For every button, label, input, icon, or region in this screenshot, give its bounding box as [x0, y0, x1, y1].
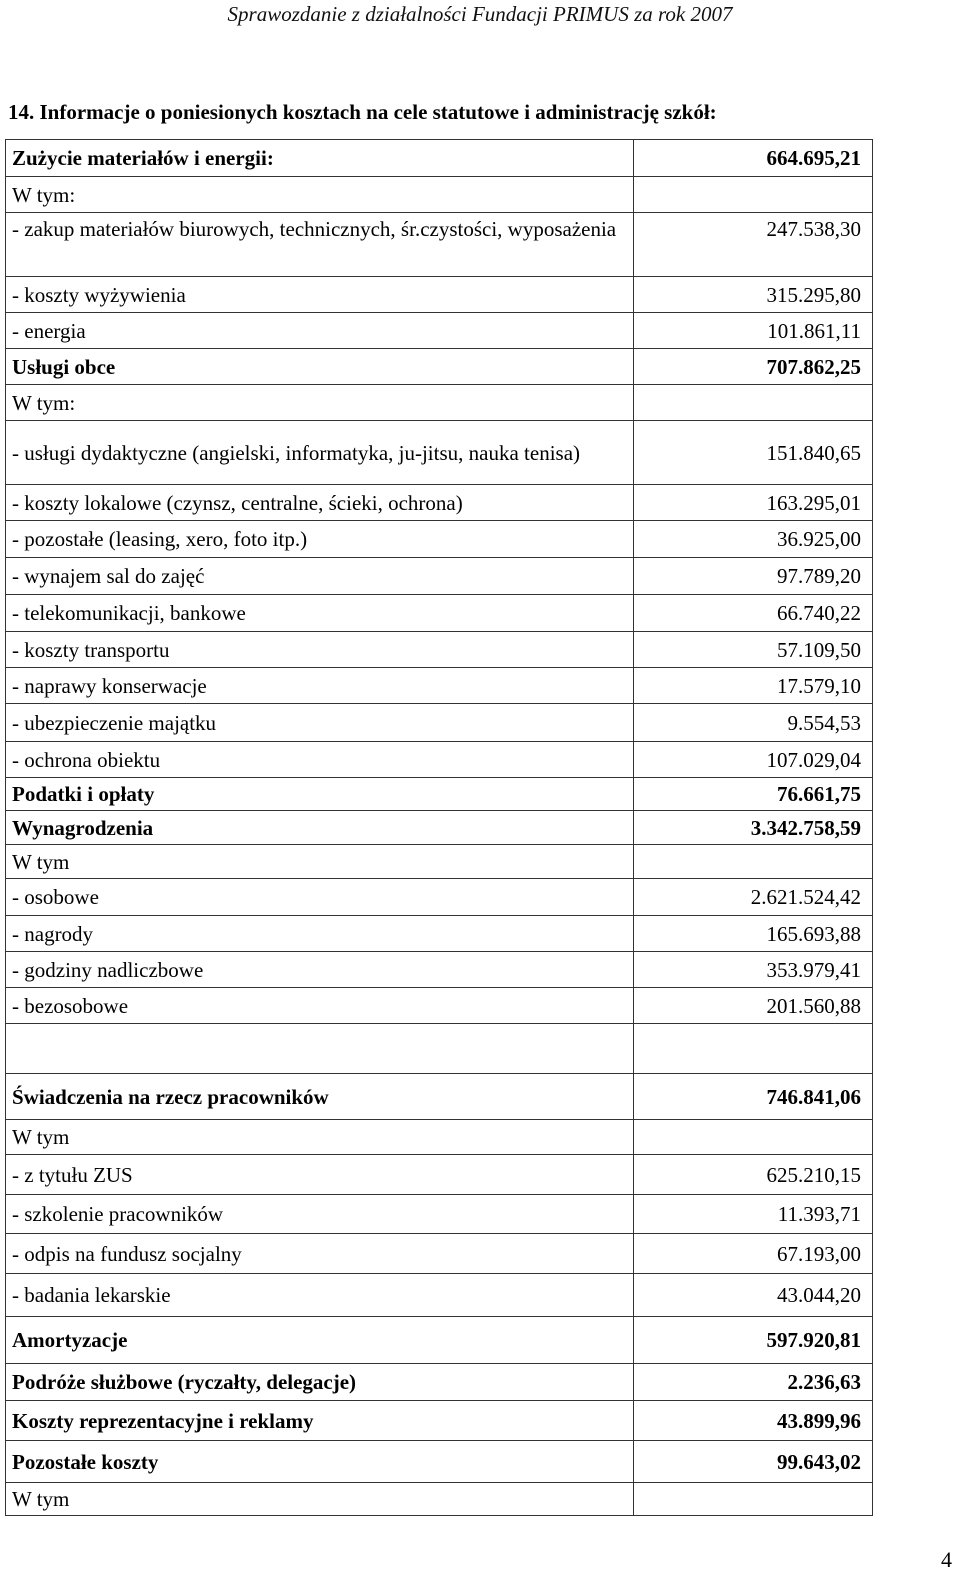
table-row — [6, 485, 873, 521]
table-row — [6, 811, 873, 845]
cost-label: W tym — [6, 845, 634, 879]
table-row — [6, 140, 873, 177]
cost-label: - badania lekarskie — [6, 1274, 634, 1317]
table-row — [6, 213, 873, 277]
cost-label: Pozostałe koszty — [6, 1441, 634, 1483]
cost-label: Wynagrodzenia — [6, 811, 634, 845]
table-row — [6, 1317, 873, 1364]
table-row — [6, 916, 873, 952]
cost-value: 9.554,53 — [634, 704, 873, 742]
table-row — [6, 988, 873, 1024]
cost-label: - wynajem sal do zajęć — [6, 558, 634, 595]
cost-value: 66.740,22 — [634, 595, 873, 632]
cost-label: W tym: — [6, 177, 634, 213]
table-row — [6, 704, 873, 742]
cost-value: 97.789,20 — [634, 558, 873, 595]
cost-value: 625.210,15 — [634, 1155, 873, 1195]
cost-value: 3.342.758,59 — [634, 811, 873, 845]
cost-label: Zużycie materiałów i energii: — [6, 140, 634, 177]
cost-value: 99.643,02 — [634, 1441, 873, 1483]
cost-label: Amortyzacje — [6, 1317, 634, 1364]
table-row — [6, 177, 873, 213]
table-row — [6, 1195, 873, 1234]
cost-value: 151.840,65 — [634, 421, 873, 485]
cost-label: Usługi obce — [6, 349, 634, 385]
cost-value: 353.979,41 — [634, 952, 873, 988]
cost-label: - ubezpieczenie majątku — [6, 704, 634, 742]
table-row — [6, 1401, 873, 1441]
cost-value: 36.925,00 — [634, 521, 873, 558]
table-row — [6, 668, 873, 704]
cost-label: - energia — [6, 313, 634, 349]
cost-value: 163.295,01 — [634, 485, 873, 521]
cost-label: - usługi dydaktyczne (angielski, informatyka, ju-jitsu, nauka tenisa) — [6, 421, 634, 485]
cost-label: - zakup materiałów biurowych, technicznych, śr.czystości, wyposażenia — [6, 213, 634, 277]
cost-label: - odpis na fundusz socjalny — [6, 1234, 634, 1274]
running-header: Sprawozdanie z działalności Fundacji PRIMUS za rok 2007 — [227, 2, 733, 26]
costs-table-body — [6, 140, 873, 1516]
cost-value: 43.899,96 — [634, 1401, 873, 1441]
cost-value: 746.841,06 — [634, 1074, 873, 1120]
table-row — [6, 521, 873, 558]
cost-label: - naprawy konserwacje — [6, 668, 634, 704]
table-row — [6, 742, 873, 778]
cost-value: 11.393,71 — [634, 1195, 873, 1234]
table-row — [6, 879, 873, 916]
cost-value: 664.695,21 — [634, 140, 873, 177]
page-number: 4 — [941, 1547, 952, 1572]
cost-value: 101.861,11 — [634, 313, 873, 349]
cost-label: - telekomunikacji, bankowe — [6, 595, 634, 632]
table-row — [6, 1024, 873, 1074]
cost-value: 43.044,20 — [634, 1274, 873, 1317]
cost-value: 707.862,25 — [634, 349, 873, 385]
cost-value — [634, 845, 873, 879]
cost-value: 2.621.524,42 — [634, 879, 873, 916]
table-row — [6, 1483, 873, 1516]
cost-label: W tym — [6, 1483, 634, 1516]
cost-value — [634, 177, 873, 213]
cost-label: Koszty reprezentacyjne i reklamy — [6, 1401, 634, 1441]
cost-label: - szkolenie pracowników — [6, 1195, 634, 1234]
table-row — [6, 595, 873, 632]
cost-value — [634, 385, 873, 421]
cost-label: - pozostałe (leasing, xero, foto itp.) — [6, 521, 634, 558]
cost-label: Świadczenia na rzecz pracowników — [6, 1074, 634, 1120]
table-row — [6, 1074, 873, 1120]
cost-label: - koszty wyżywienia — [6, 277, 634, 313]
cost-label: Podróże służbowe (ryczałty, delegacje) — [6, 1364, 634, 1401]
table-row — [6, 1234, 873, 1274]
cost-label: - koszty lokalowe (czynsz, centralne, ścieki, ochrona) — [6, 485, 634, 521]
cost-value — [634, 1024, 873, 1074]
cost-value: 2.236,63 — [634, 1364, 873, 1401]
cost-value: 315.295,80 — [634, 277, 873, 313]
table-row — [6, 277, 873, 313]
cost-label: - bezosobowe — [6, 988, 634, 1024]
cost-label: - koszty transportu — [6, 632, 634, 668]
cost-label — [6, 1024, 634, 1074]
cost-value: 67.193,00 — [634, 1234, 873, 1274]
table-row — [6, 1441, 873, 1483]
cost-label: W tym — [6, 1120, 634, 1155]
cost-label: - godziny nadliczbowe — [6, 952, 634, 988]
table-row — [6, 778, 873, 811]
cost-value: 165.693,88 — [634, 916, 873, 952]
cost-value: 107.029,04 — [634, 742, 873, 778]
cost-value: 17.579,10 — [634, 668, 873, 704]
cost-value: 247.538,30 — [634, 213, 873, 277]
table-row — [6, 421, 873, 485]
cost-label: - osobowe — [6, 879, 634, 916]
cost-value: 201.560,88 — [634, 988, 873, 1024]
cost-label: - ochrona obiektu — [6, 742, 634, 778]
table-row — [6, 385, 873, 421]
table-row — [6, 558, 873, 595]
table-row — [6, 349, 873, 385]
cost-value — [634, 1483, 873, 1516]
table-row — [6, 952, 873, 988]
cost-value: 597.920,81 — [634, 1317, 873, 1364]
table-row — [6, 632, 873, 668]
cost-value: 57.109,50 — [634, 632, 873, 668]
cost-label: Podatki i opłaty — [6, 778, 634, 811]
table-row — [6, 1155, 873, 1195]
table-row — [6, 845, 873, 879]
table-row — [6, 1274, 873, 1317]
cost-value — [634, 1120, 873, 1155]
table-row — [6, 313, 873, 349]
cost-value: 76.661,75 — [634, 778, 873, 811]
cost-label: W tym: — [6, 385, 634, 421]
table-row — [6, 1120, 873, 1155]
section-title: 14. Informacje o poniesionych kosztach na cele statutowe i administrację szkół: — [8, 100, 717, 124]
cost-label: - z tytułu ZUS — [6, 1155, 634, 1195]
cost-label: - nagrody — [6, 916, 634, 952]
table-row — [6, 1364, 873, 1401]
costs-table — [5, 139, 873, 1516]
